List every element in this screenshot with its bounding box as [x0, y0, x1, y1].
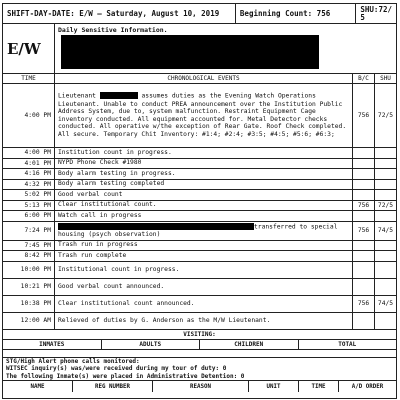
- row-shu: 72/5: [377, 112, 394, 119]
- visiting-adults: ADULTS: [102, 340, 201, 349]
- row-time: 10:00 PM: [3, 262, 55, 278]
- redaction-block: [100, 92, 138, 99]
- row-bc: [353, 180, 375, 190]
- witsec-line: WITSEC inquiry(s) was/were received during my tour of duty: 0: [6, 365, 227, 372]
- row-shu: [375, 169, 396, 179]
- row-time: 10:21 PM: [3, 279, 55, 295]
- row-time: 12:00 AM: [3, 313, 55, 329]
- table-row: [3, 180, 396, 191]
- row-time: 6:00 PM: [3, 211, 55, 221]
- row-event: Trash run complete: [55, 251, 353, 261]
- col-events: CHRONOLOGICAL EVENTS: [55, 74, 353, 83]
- row-shu: [375, 148, 396, 158]
- admin-detention-line: The following Inmate(s) were placed in Administrative Detention: 0: [6, 372, 245, 380]
- row-shu: [375, 251, 396, 261]
- row-shu: 72/5: [377, 201, 394, 209]
- col-time-ad: TIME: [299, 381, 339, 392]
- stg-calls-line: STG/High Alert phone calls monitored:: [6, 357, 140, 365]
- row-time: 4:00 PM: [3, 84, 55, 147]
- row-time: 8:42 PM: [3, 251, 55, 261]
- visiting-children: CHILDREN: [200, 340, 299, 349]
- row-bc: 756: [353, 201, 375, 211]
- row-event: [55, 222, 353, 240]
- sensitive-info-area: [55, 24, 396, 73]
- table-row: [3, 262, 396, 279]
- table-row: [3, 313, 396, 330]
- row-shu: 74/5: [377, 227, 394, 234]
- row-event: Clear institutional count.: [55, 201, 353, 211]
- shu-count-text: SHU:72/ 5: [360, 4, 392, 22]
- shift-code: E/W: [3, 24, 55, 73]
- row-time: 5:13 PM: [3, 201, 55, 211]
- row-time: 5:02 PM: [3, 190, 55, 200]
- col-reason: REASON: [153, 381, 249, 392]
- table-row: [3, 241, 396, 252]
- col-ad-order: A/D ORDER: [351, 383, 384, 390]
- table-row: [3, 159, 396, 170]
- row-bc: [353, 241, 375, 251]
- redaction-block: [61, 35, 319, 69]
- watch-log-page: [2, 3, 397, 399]
- col-unit: UNIT: [249, 381, 299, 392]
- row-shu: [375, 262, 396, 278]
- row-bc: [353, 148, 375, 158]
- row-event: Body alarm testing completed: [55, 180, 353, 190]
- row-bc: [353, 169, 375, 179]
- detention-column-headers: [3, 380, 396, 392]
- row-event: Watch call in progress: [55, 211, 353, 221]
- table-row: [3, 211, 396, 222]
- table-row: [3, 251, 396, 262]
- row-bc: [353, 251, 375, 261]
- col-bc: B/C: [353, 74, 375, 83]
- row-shu: 74/5: [377, 300, 394, 307]
- row-time: 7:24 PM: [3, 222, 55, 240]
- row-event: Good verbal count announced.: [55, 279, 353, 295]
- row-time: 4:16 PM: [3, 169, 55, 179]
- row-shu: [375, 241, 396, 251]
- row-time: 10:38 PM: [3, 296, 55, 312]
- row-event: Institution count in progress.: [55, 148, 353, 158]
- row-bc: [353, 313, 375, 329]
- row-shu: [375, 279, 396, 295]
- row-shu: [375, 211, 396, 221]
- visiting-column-headers: [3, 340, 396, 350]
- row-event: Relieved of duties by G. Anderson as the M/W Lieutenant.: [55, 313, 353, 329]
- row-bc: [353, 190, 375, 200]
- col-reg-number: REG NUMBER: [73, 381, 153, 392]
- row-bc: 756: [353, 84, 375, 147]
- row-event: Body alarm testing in progress.: [55, 169, 353, 179]
- col-shu: SHU: [380, 75, 391, 82]
- visiting-total: TOTAL: [338, 340, 357, 348]
- sensitive-info-block: [3, 24, 396, 74]
- row-time: 4:32 PM: [3, 180, 55, 190]
- row-bc: 756: [353, 222, 375, 240]
- row-event: Clear institutional count announced.: [55, 296, 353, 312]
- row-bc: 756: [353, 296, 375, 312]
- shu-count: [356, 4, 396, 23]
- row-event: Institutional count in progress.: [55, 262, 353, 278]
- events-column-headers: [3, 74, 396, 84]
- col-name: NAME: [3, 381, 73, 392]
- visiting-inmates: INMATES: [3, 340, 102, 349]
- row-shu: [375, 313, 396, 329]
- redaction-block: [58, 223, 254, 230]
- table-row: [3, 148, 396, 159]
- visiting-values-row: [3, 350, 396, 358]
- row-shu: [375, 159, 396, 169]
- table-row: [3, 169, 396, 180]
- table-row: [3, 279, 396, 296]
- row-time: 4:01 PM: [3, 159, 55, 169]
- table-row: [3, 296, 396, 313]
- row-shu: [375, 190, 396, 200]
- row-event-text: assumes duties as the Evening Watch Operations Lieutenant. Unable to conduct PREA announcement over the Institution Public Address System, due to, system malfunction. Restraint Equipment Cage inventory conducted. All equipment accounted for. Metal Detector checks conducted. All operative w/the exception of Rear Gate. Roof Check completed. All secure. Temporary Chit Inventory: #1:4; #2:4; #3:5; #4:5; #5:6; #6:3;: [58, 92, 347, 138]
- row-event: NYPD Phone Check #1980: [55, 159, 353, 169]
- row-event: Good verbal count: [55, 190, 353, 200]
- row-event: [55, 84, 353, 147]
- table-row: [3, 84, 396, 148]
- log-header: [3, 4, 396, 24]
- table-row: [3, 190, 396, 201]
- row-time: 7:45 PM: [3, 241, 55, 251]
- shift-day-date: SHIFT-DAY-DATE: E/W – Saturday, August 10, 2019: [3, 4, 236, 23]
- row-event: Trash run in progress: [55, 241, 353, 251]
- visiting-title: VISITING:: [3, 330, 396, 340]
- row-bc: [353, 159, 375, 169]
- row-event-text: transferred to special housing (psych observation): [58, 223, 338, 238]
- row-event-text: Lieutenant: [58, 92, 100, 100]
- row-bc: [353, 279, 375, 295]
- table-row: [3, 201, 396, 212]
- row-bc: [353, 211, 375, 221]
- row-bc: [353, 262, 375, 278]
- table-row: [3, 222, 396, 241]
- beginning-count: Beginning Count: 756: [236, 4, 356, 23]
- row-time: 4:00 PM: [3, 148, 55, 158]
- col-time: TIME: [3, 74, 55, 83]
- sensitive-info-label: Daily Sensitive Information.: [58, 26, 168, 34]
- row-shu: [375, 180, 396, 190]
